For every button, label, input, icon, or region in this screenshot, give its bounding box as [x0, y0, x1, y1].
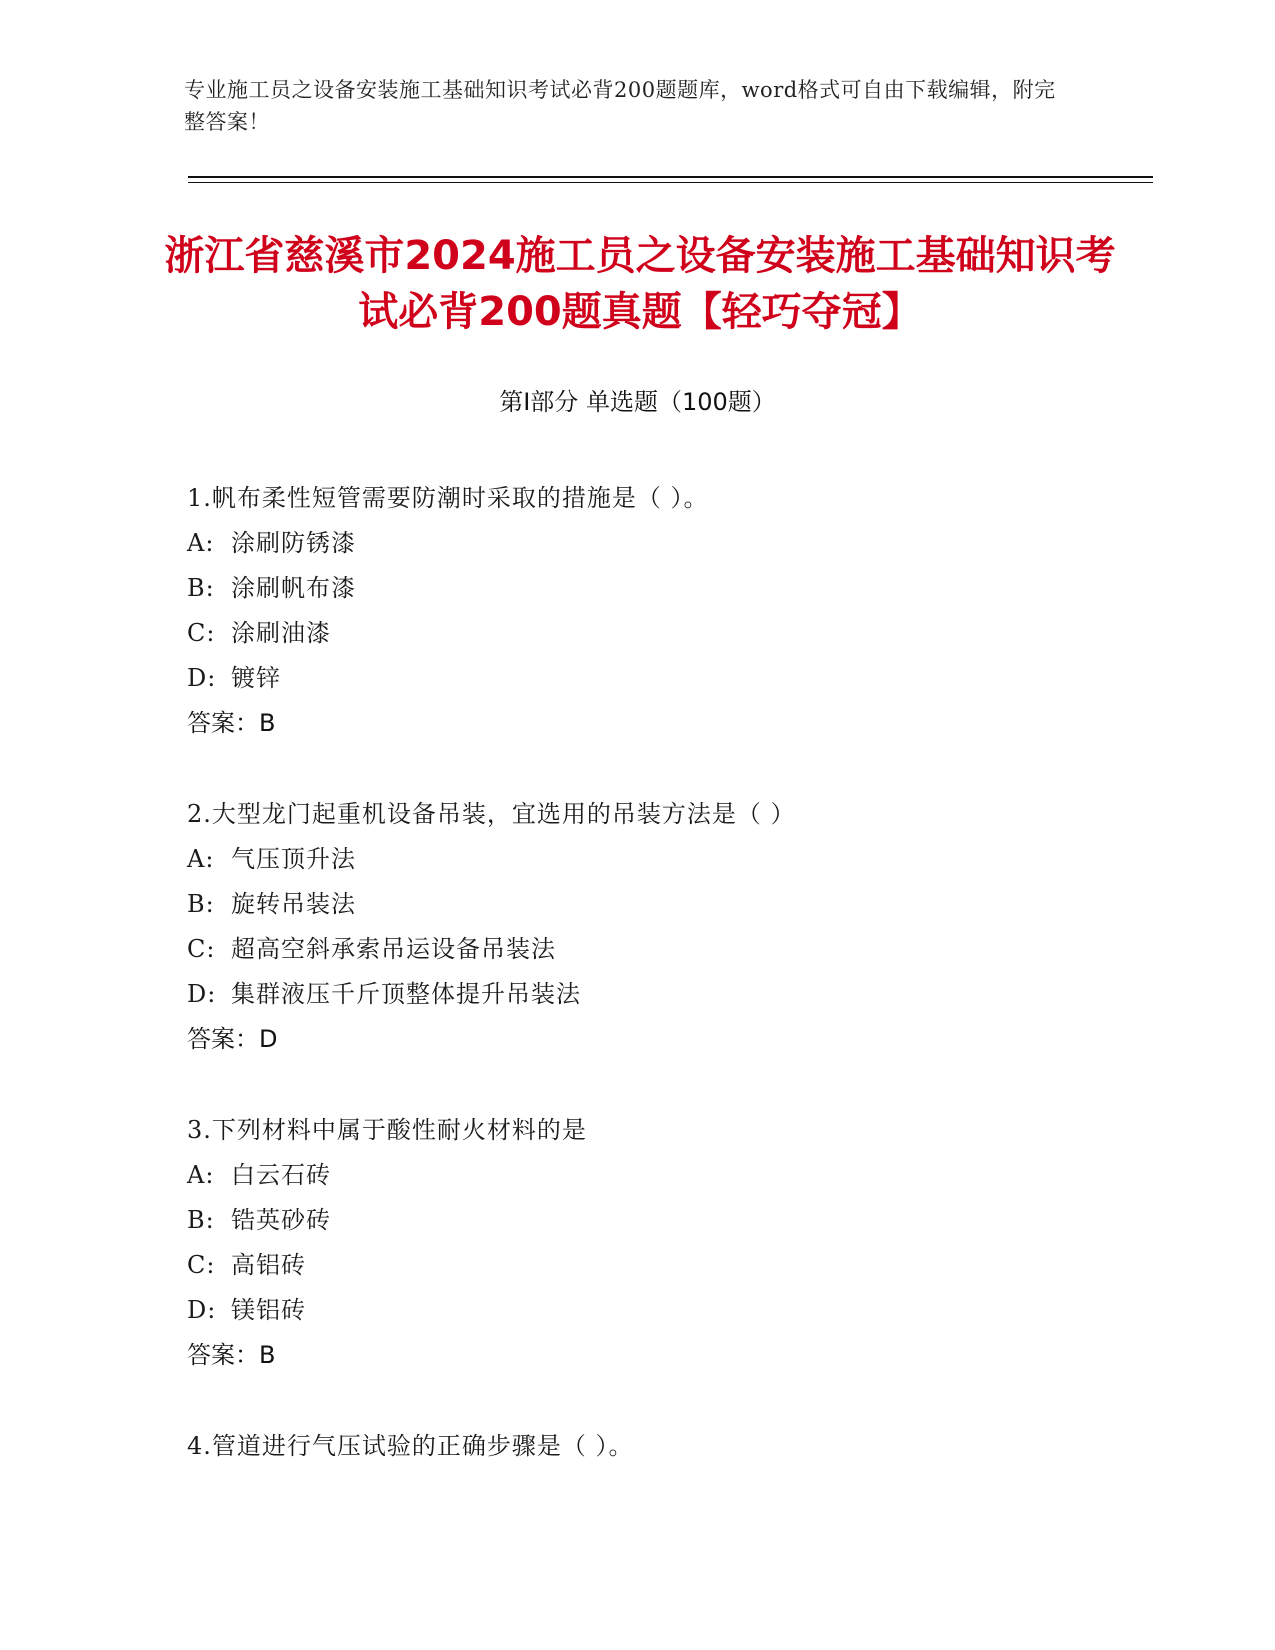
answer-value: B	[259, 1341, 276, 1369]
option-text: 集群液压千斤顶整体提升吊装法	[231, 980, 581, 1008]
option-a	[187, 521, 1147, 566]
option-text: 气压顶升法	[231, 845, 356, 873]
question-3	[187, 1108, 1147, 1378]
question-stem: 3.下列材料中属于酸性耐火材料的是	[187, 1116, 587, 1144]
option-text: 镁铝砖	[231, 1296, 306, 1324]
option-letter: A:	[187, 1161, 215, 1189]
option-text: 镀锌	[231, 664, 281, 692]
option-letter: A:	[187, 845, 215, 873]
option-b	[187, 882, 1147, 927]
answer-label: 答案：	[187, 1341, 259, 1369]
option-c	[187, 927, 1147, 972]
option-d	[187, 972, 1147, 1017]
option-d	[187, 656, 1147, 701]
answer-line	[187, 701, 1147, 746]
question-stem: 4.管道进行气压试验的正确步骤是（ ）。	[187, 1432, 634, 1460]
option-text: 涂刷油漆	[231, 619, 331, 647]
option-b	[187, 566, 1147, 611]
header-note: 专业施工员之设备安装施工基础知识考试必背200题题库，word格式可自由下载编辑，附完整答案！	[184, 78, 1056, 134]
answer-value: D	[259, 1025, 278, 1053]
question-stem: 1.帆布柔性短管需要防潮时采取的措施是（ ）。	[187, 484, 709, 512]
option-letter: B:	[187, 574, 215, 602]
question-list	[187, 476, 1147, 1515]
header-rule-thick	[188, 176, 1153, 178]
option-letter: D:	[187, 980, 217, 1008]
option-letter: C:	[187, 935, 216, 963]
option-letter: C:	[187, 1251, 216, 1279]
option-text: 涂刷帆布漆	[231, 574, 356, 602]
question-stem: 2.大型龙门起重机设备吊装，宜选用的吊装方法是（ ）	[187, 800, 796, 828]
option-c	[187, 611, 1147, 656]
option-letter: B:	[187, 1206, 215, 1234]
option-text: 高铝砖	[231, 1251, 306, 1279]
option-text: 锆英砂砖	[231, 1206, 331, 1234]
option-letter: C:	[187, 619, 216, 647]
answer-label: 答案：	[187, 1025, 259, 1053]
option-letter: D:	[187, 1296, 217, 1324]
option-text: 白云石砖	[231, 1161, 331, 1189]
answer-label: 答案：	[187, 709, 259, 737]
document-title: 浙江省慈溪市2024施工员之设备安装施工基础知识考试必背200题真题【轻巧夺冠】	[164, 233, 1116, 335]
answer-line	[187, 1333, 1147, 1378]
option-c	[187, 1243, 1147, 1288]
answer-value: B	[259, 709, 276, 737]
option-a	[187, 1153, 1147, 1198]
option-a	[187, 837, 1147, 882]
question-4	[187, 1424, 1147, 1469]
answer-line	[187, 1017, 1147, 1062]
option-text: 超高空斜承索吊运设备吊装法	[231, 935, 556, 963]
section-title: 第Ⅰ部分 单选题（100题）	[499, 388, 776, 416]
question-1	[187, 476, 1147, 746]
option-text: 旋转吊装法	[231, 890, 356, 918]
option-letter: A:	[187, 529, 215, 557]
option-text: 涂刷防锈漆	[231, 529, 356, 557]
header-rule-thin	[188, 182, 1153, 183]
option-letter: D:	[187, 664, 217, 692]
option-d	[187, 1288, 1147, 1333]
option-b	[187, 1198, 1147, 1243]
option-letter: B:	[187, 890, 215, 918]
question-2	[187, 792, 1147, 1062]
